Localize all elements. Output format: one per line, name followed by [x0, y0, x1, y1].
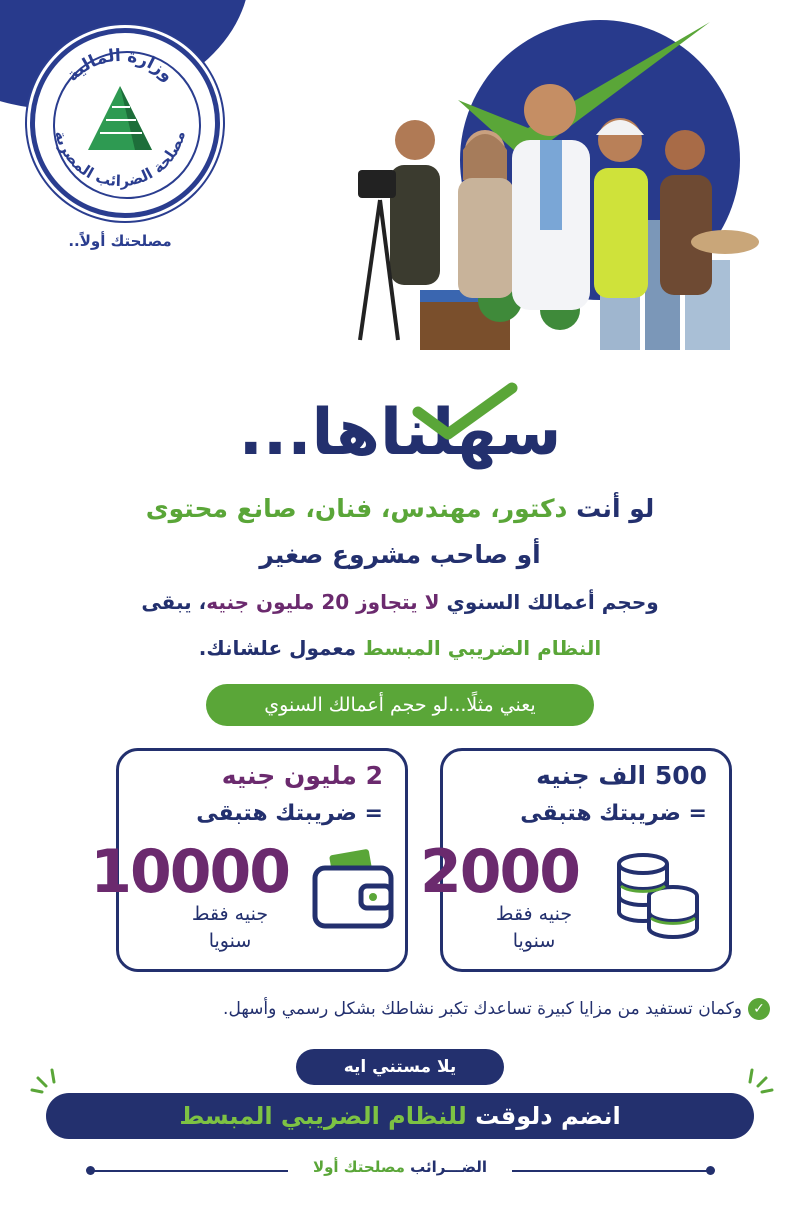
- svg-text:مصلحة الضرائب المصرية: مصلحة الضرائب المصرية: [51, 128, 189, 191]
- coins-icon: [613, 846, 703, 946]
- check-circle-icon: ✓: [748, 998, 770, 1020]
- footer-divider: [512, 1170, 710, 1172]
- benefit-line: ✓وكمان تستفيد من مزايا كبيرة تساعدك تكبر نشاطك بشكل رسمي وأسهل.: [30, 998, 770, 1020]
- footer-divider: [90, 1170, 288, 1172]
- tax-equals-label: = ضريبتك هتبقى: [520, 801, 707, 826]
- headline-title: سهلناها...: [200, 388, 600, 478]
- professionals-illustration: [350, 10, 790, 370]
- turnover-amount: 2 مليون جنيه: [221, 761, 383, 790]
- tax-value: 2000: [420, 837, 579, 907]
- burst-right-icon: [736, 1066, 776, 1096]
- tax-unit: جنيه فقط سنويا: [191, 903, 269, 952]
- join-banner: انضم دلوقت للنظام الضريبي المبسط: [46, 1093, 754, 1139]
- footer-slogan: الضـــرائب مصلحتك أولا: [312, 1158, 488, 1176]
- tax-value: 10000: [90, 837, 289, 907]
- turnover-amount: 500 الف جنيه: [536, 761, 707, 790]
- wallet-icon: [309, 846, 399, 936]
- burst-left-icon: [28, 1066, 68, 1096]
- logo-tagline: مصلحتك أولاً..: [68, 232, 172, 250]
- intro-line-3: وحجم أعمالك السنوي لا يتجاوز 20 مليون جنيه، يبقى: [141, 590, 659, 614]
- seal-text-ring: [30, 28, 210, 208]
- check-mark-icon: [410, 382, 520, 442]
- footer-dot: [706, 1166, 715, 1175]
- cta-pill: يلا مستني ايه: [296, 1049, 504, 1085]
- tax-authority-seal: [30, 28, 220, 218]
- tax-example-card-2m: [90, 748, 408, 972]
- tax-unit: جنيه فقط سنويا: [495, 903, 573, 952]
- tax-example-card-500k: [420, 748, 732, 972]
- example-pill: يعني مثلًا...لو حجم أعمالك السنوي: [206, 684, 594, 726]
- intro-line-1: لو أنت دكتور، مهندس، فنان، صانع محتوى: [145, 494, 655, 523]
- intro-line-4: النظام الضريبي المبسط معمول علشانك.: [198, 636, 602, 660]
- tax-equals-label: = ضريبتك هتبقى: [196, 801, 383, 826]
- svg-text:وزارة المالية: وزارة المالية: [62, 45, 178, 86]
- intro-line-2: أو صاحب مشروع صغير: [259, 540, 541, 569]
